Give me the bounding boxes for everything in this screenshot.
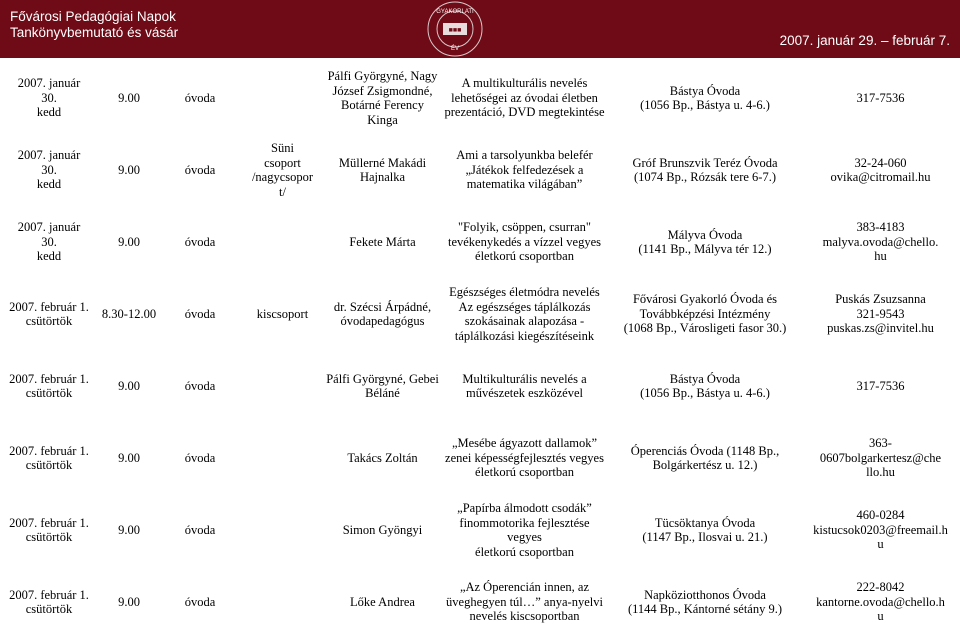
date-line: 2007. február 1.: [9, 587, 89, 602]
group-cell: [240, 66, 325, 130]
svg-text:GYAKORLATI: GYAKORLATI: [436, 9, 474, 15]
venue-line: Tücsöktanya Óvoda: [654, 515, 756, 530]
topic-cell: [440, 138, 609, 202]
date-line: csütörtök: [25, 530, 73, 544]
event-logo-icon: [427, 1, 483, 57]
contact-line: llo.hu: [866, 465, 895, 480]
venue-cell: [609, 354, 801, 418]
date-cell: [0, 570, 98, 634]
presenter-cell: [325, 138, 440, 202]
schedule-row: [0, 66, 960, 130]
date-cell: [0, 138, 98, 202]
date-cell: [0, 354, 98, 418]
time-cell: 9.00: [118, 162, 140, 177]
topic-line: nevelés kiscsoportban: [469, 609, 580, 624]
date-line: 2007. február 1.: [9, 515, 89, 530]
contact-line: 321-9543: [856, 306, 905, 321]
group-line: kiscsoport: [256, 306, 309, 321]
svg-text:ÉV: ÉV: [450, 46, 460, 52]
contact-line: 0607bolgarkertesz@che: [819, 450, 942, 465]
site-title[interactable]: [10, 9, 178, 41]
topic-line: „Játékok felfedezések a: [465, 162, 584, 177]
schedule-row: [0, 570, 960, 634]
venue-line: Napköziotthonos Óvoda: [644, 587, 766, 602]
presenter-cell: [325, 210, 440, 274]
presenter-line: Simon Gyöngyi: [342, 522, 423, 537]
date-cell: [0, 210, 98, 274]
schedule-table: [0, 66, 960, 634]
contact-cell: [801, 282, 960, 346]
date-cell: [0, 66, 98, 130]
event-date-range: 2007. január 29. – február 7.: [779, 33, 950, 48]
venue-line: (1144 Bp., Kántorné sétány 9.): [627, 602, 783, 616]
contact-line: kistucsok0203@freemail.h: [813, 522, 948, 537]
topic-line: táplálkozási kiegészítéseink: [454, 328, 595, 343]
topic-line: prezentáció, DVD megtekintése: [444, 105, 605, 120]
topic-cell: [440, 210, 609, 274]
group-cell: [240, 282, 325, 346]
topic-cell: [440, 66, 609, 130]
topic-line: életkorú csoportban: [475, 544, 574, 559]
contact-cell: [801, 426, 960, 490]
contact-line: 363-: [869, 436, 892, 451]
date-cell: [0, 426, 98, 490]
venue-cell: [609, 66, 801, 130]
topic-line: A multikulturális nevelés: [461, 76, 588, 91]
topic-line: zenei képességfejlesztés vegyes: [445, 450, 604, 465]
type-cell: óvoda: [184, 378, 216, 393]
date-line: 30.: [41, 90, 57, 105]
group-cell: [240, 426, 325, 490]
contact-line: 317-7536: [856, 90, 905, 105]
venue-cell: [609, 282, 801, 346]
schedule-row: [0, 138, 960, 202]
contact-cell: [801, 354, 960, 418]
presenter-cell: [325, 282, 440, 346]
venue-line: (1056 Bp., Bástya u. 4-6.): [640, 386, 770, 400]
presenter-cell: [325, 66, 440, 130]
date-line: csütörtök: [25, 386, 73, 400]
date-line: csütörtök: [25, 314, 73, 328]
topic-line: lehetőségei az óvodai életben: [451, 90, 598, 105]
type-cell: óvoda: [184, 450, 216, 465]
venue-line: (1068 Bp., Városligeti fasor 30.): [623, 321, 787, 336]
topic-line: üveghegyen túl…” anya-nyelvi: [446, 594, 603, 609]
topic-line: tevékenykedés a vízzel vegyes: [447, 234, 602, 249]
presenter-line: Hajnalka: [359, 170, 406, 184]
time-cell: 9.00: [118, 90, 140, 105]
presenter-line: Fekete Márta: [349, 234, 416, 249]
time-cell: 9.00: [118, 594, 140, 609]
time-cell: 9.00: [118, 450, 140, 465]
time-cell: 8.30-12.00: [101, 306, 157, 321]
time-cell: 9.00: [118, 522, 140, 537]
svg-text:■■■: ■■■: [448, 27, 462, 34]
presenter-line: Lőke Andrea: [350, 594, 415, 609]
date-line: 2007. február 1.: [9, 371, 89, 386]
topic-line: matematika világában”: [466, 177, 583, 192]
topic-cell: [440, 282, 609, 346]
contact-line: 383-4183: [856, 220, 905, 235]
header-bar: [0, 0, 960, 58]
venue-cell: [609, 138, 801, 202]
venue-line: (1141 Bp., Mályva tér 12.): [638, 242, 772, 256]
venue-line: Fővárosi Gyakorló Óvoda és: [632, 292, 778, 307]
type-cell: óvoda: [184, 90, 216, 105]
schedule-row: [0, 354, 960, 418]
topic-cell: [440, 426, 609, 490]
time-cell: 9.00: [118, 378, 140, 393]
group-line: /nagycsopor: [251, 170, 314, 184]
group-cell: [240, 498, 325, 562]
topic-line: művészetek eszközével: [466, 386, 583, 400]
presenter-cell: [325, 498, 440, 562]
venue-line: Bástya Óvoda: [669, 371, 741, 386]
contact-line: 222-8042: [856, 580, 905, 595]
schedule-row: [0, 210, 960, 274]
presenter-line: Kinga: [367, 112, 398, 127]
venue-line: Továbbképzési Intézmény: [639, 306, 771, 321]
contact-cell: [801, 66, 960, 130]
topic-cell: [440, 498, 609, 562]
schedule-row: [0, 282, 960, 346]
venue-cell: [609, 570, 801, 634]
contact-cell: [801, 498, 960, 562]
contact-line: 317-7536: [856, 378, 905, 393]
group-cell: [240, 210, 325, 274]
contact-line: Puskás Zsuzsanna: [835, 292, 926, 307]
group-cell: [240, 570, 325, 634]
date-line: 2007. február 1.: [9, 443, 89, 458]
topic-line: Ami a tarsolyunkba belefér: [456, 148, 593, 163]
venue-cell: [609, 210, 801, 274]
date-line: 2007. január: [17, 148, 81, 163]
venue-line: Mályva Óvoda: [667, 227, 743, 242]
date-line: kedd: [36, 177, 62, 192]
contact-line: hu: [874, 249, 887, 264]
topic-line: szokásainak alapozása -: [464, 314, 585, 328]
topic-line: „Mesébe ágyazott dallamok”: [451, 436, 598, 451]
type-cell: óvoda: [184, 594, 216, 609]
presenter-line: Pálfi Györgyné, Gebei: [326, 371, 439, 386]
contact-cell: [801, 138, 960, 202]
site-title-line2: Tankönyvbemutató és vásár: [10, 25, 179, 40]
venue-line: (1074 Bp., Rózsák tere 6-7.): [634, 170, 776, 184]
presenter-line: dr. Szécsi Árpádné,: [333, 299, 432, 314]
contact-line: ovika@citromail.hu: [830, 170, 931, 184]
date-line: 2007. február 1.: [9, 299, 89, 314]
presenter-cell: [325, 426, 440, 490]
contact-line: u: [877, 537, 884, 552]
presenter-line: Müllerné Makádi: [338, 155, 427, 170]
topic-line: „Papírba álmodott csodák”: [457, 501, 592, 515]
group-cell: [240, 354, 325, 418]
contact-line: malyva.ovoda@chello.: [822, 234, 939, 249]
presenter-cell: [325, 354, 440, 418]
date-cell: [0, 282, 98, 346]
topic-line: „Az Óperencián innen, az: [459, 580, 590, 595]
contact-line: puskas.zs@invitel.hu: [827, 321, 934, 336]
topic-cell: [440, 354, 609, 418]
date-line: csütörtök: [25, 602, 73, 616]
contact-cell: [801, 210, 960, 274]
site-title-line1: Fővárosi Pedagógiai Napok: [10, 9, 176, 24]
type-cell: óvoda: [184, 162, 216, 177]
venue-cell: [609, 498, 801, 562]
date-line: 30.: [41, 234, 57, 249]
venue-line: Óperenciás Óvoda (1148 Bp.,: [630, 443, 780, 458]
topic-cell: [440, 570, 609, 634]
venue-line: Bolgárkertész u. 12.): [652, 458, 758, 472]
venue-line: (1147 Bp., Ilosvai u. 21.): [642, 530, 768, 544]
topic-line: Egészséges életmódra nevelés: [449, 285, 600, 299]
group-cell: [240, 138, 325, 202]
schedule-row: [0, 498, 960, 562]
presenter-line: óvodapedagógus: [340, 314, 425, 328]
contact-line: 460-0284: [856, 508, 905, 523]
topic-line: életkorú csoportban: [475, 249, 574, 264]
contact-line: kantorne.ovoda@chello.h: [816, 594, 945, 609]
presenter-cell: [325, 570, 440, 634]
venue-line: (1056 Bp., Bástya u. 4-6.): [640, 98, 770, 112]
venue-line: Bástya Óvoda: [669, 83, 741, 98]
type-cell: óvoda: [184, 306, 216, 321]
topic-line: finommotorika fejlesztése vegyes: [459, 515, 590, 544]
type-cell: óvoda: [184, 522, 216, 537]
topic-line: Az egészséges táplálkozás: [458, 299, 591, 314]
topic-line: életkorú csoportban: [475, 465, 574, 480]
date-line: 2007. január: [17, 220, 81, 235]
presenter-line: Botárné Ferency: [341, 98, 424, 112]
venue-line: Gróf Brunszvik Teréz Óvoda: [632, 155, 778, 170]
date-cell: [0, 498, 98, 562]
contact-line: 32-24-060: [854, 155, 907, 170]
contact-cell: [801, 570, 960, 634]
presenter-line: Pálfi Györgyné, Nagy: [327, 69, 438, 83]
venue-cell: [609, 426, 801, 490]
schedule-row: [0, 426, 960, 490]
time-cell: 9.00: [118, 234, 140, 249]
date-line: kedd: [36, 249, 62, 264]
presenter-line: József Zsigmondné,: [332, 83, 433, 98]
group-line: Süni: [271, 141, 294, 155]
group-line: t/: [279, 184, 286, 199]
type-cell: óvoda: [184, 234, 216, 249]
topic-line: Multikulturális nevelés a: [462, 371, 587, 386]
date-line: 2007. január: [17, 76, 81, 91]
date-line: 30.: [41, 162, 57, 177]
presenter-line: Takács Zoltán: [347, 450, 418, 465]
date-line: kedd: [36, 105, 62, 120]
group-line: csoport: [264, 155, 301, 170]
presenter-line: Béláné: [365, 386, 400, 400]
contact-line: u: [877, 609, 884, 624]
date-line: csütörtök: [25, 458, 73, 472]
topic-line: "Folyik, csöppen, csurran": [457, 220, 592, 235]
